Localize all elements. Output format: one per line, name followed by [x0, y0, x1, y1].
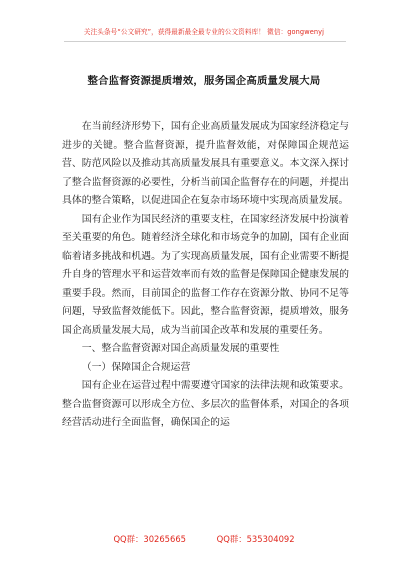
qq-group-2: QQ群：535304092: [216, 534, 295, 544]
header-divider: [64, 41, 346, 42]
body-paragraph: 在当前经济形势下，国有企业高质量发展成为国家经济稳定与进步的关键。整合监督资源，提升监督效能，对保障国企规范运营、防范风险以及推动其高质量发展具有重要意义。本文深入探讨了整合监督资源的必要性，分析当前国企监督存在的问题，并提出具体的整合策略，以促进国企在复杂市场环境中实现高质量发展。: [62, 121, 349, 206]
section-heading: 一、整合监督资源对国企高质量发展的重要性: [81, 343, 280, 354]
document-body: [62, 118, 349, 433]
qq-group-1: QQ群：30265665: [113, 534, 186, 544]
promo-banner: 关注头条号“公文研究”，获得最新最全最专业的公文资料库！ 微信：gongwenyj: [83, 28, 325, 36]
subsection-heading: （一）保障国企合规运营: [81, 361, 191, 373]
document-title: 整合监督资源提质增效，服务国企高质量发展大局: [87, 75, 321, 87]
body-paragraph: 国有企业在运营过程中需要遵守国家的法律法规和政策要求。整合监督资源可以形成全方位、多层次的监督体系，对国企的各项经营活动进行全面监督，确保国企的运: [62, 380, 349, 428]
footer-contact: [0, 533, 408, 545]
body-paragraph: 国有企业作为国民经济的重要支柱，在国家经济发展中扮演着至关重要的角色。随着经济全球化和市场竞争的加剧，国有企业面临着诸多挑战和机遇。为了实现高质量发展，国有企业需要不断提升自身的管理水平和运营效率而有效的监督是保障国企健康发展的重要手段。然而，目前国企的监督工作存在资源分散、协同不足等问题，导致监督效能低下。因此，整合监督资源，提质增效，服务国企高质量发展大局，成为当前国企改革和发展的重要任务。: [62, 213, 349, 336]
